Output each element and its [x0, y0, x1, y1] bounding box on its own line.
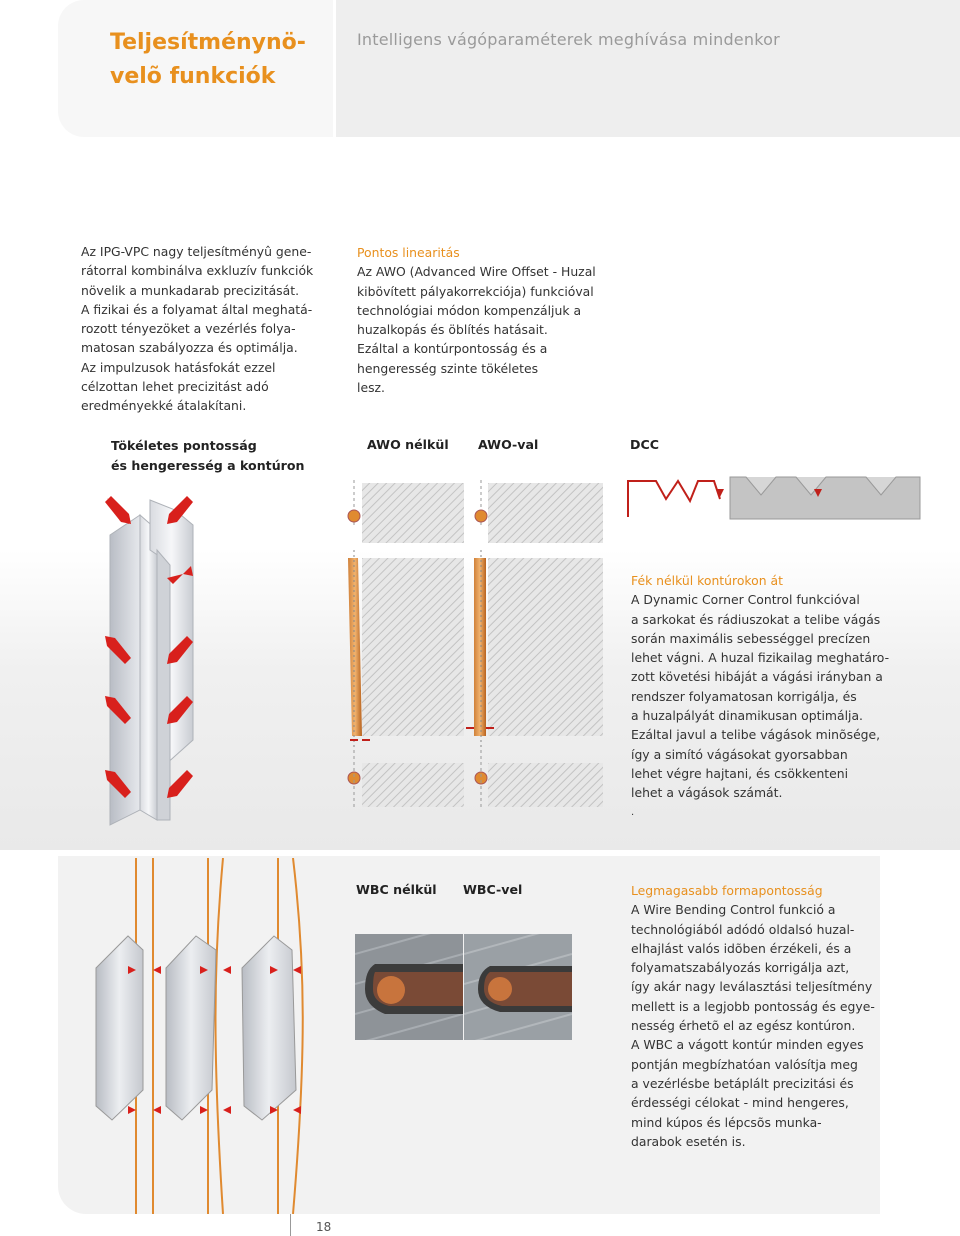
intro-line: rozott tényezöket a vezérlés folya- — [81, 321, 296, 337]
awo-with-label: AWO-val — [478, 437, 539, 452]
workpiece-block — [166, 936, 216, 1120]
wbc-line: nesség érhetõ el az egész kontúron. — [631, 1018, 856, 1034]
wire-cross-section — [475, 510, 487, 522]
awo-line: technológiai módon kompenzáljuk a — [357, 302, 582, 318]
intro-line: növelik a munkadarab precizitását. — [81, 282, 300, 298]
workpiece-block — [362, 763, 464, 807]
workpiece-block — [488, 763, 603, 807]
awo-diagram — [340, 478, 610, 808]
wbc-line: mellett is a legjobb pontosság és egye- — [631, 998, 875, 1014]
wbc-line: folyamatszabályozás korrigálja azt, — [631, 960, 850, 976]
wbc-line: technológiából adódó oldalsó huzal- — [631, 921, 855, 937]
wire-cross-section — [348, 510, 360, 522]
workpiece-block — [488, 483, 603, 543]
dcc-line: A Dynamic Corner Control funkcióval — [631, 592, 860, 608]
dcc-section — [631, 571, 891, 822]
wbc-section — [631, 881, 893, 1151]
dcc-line: lehet végre hajtani, és csökkenteni — [631, 765, 849, 781]
intro-paragraph — [81, 242, 341, 416]
awo-line: kibövített pályakorrekciója) funkcióval — [357, 283, 594, 299]
caption-line: és hengeresség a kontúron — [111, 458, 305, 473]
dcc-line: a sarkokat és rádiuszokat a telibe vágás — [631, 611, 881, 627]
dcc-line: lehet vágni. A huzal fizikailag meghatáro- — [631, 650, 890, 666]
wbc-without-photo — [355, 934, 463, 1040]
intro-line: Az impulzusok hatásfokát ezzel — [81, 359, 276, 375]
caption-line: Tökéletes pontosság — [111, 438, 257, 453]
awo-line: lesz. — [357, 380, 385, 396]
dcc-line: zott követési hibáját a vágási irányban a — [631, 669, 883, 685]
workpiece-block — [242, 936, 296, 1120]
wire-profile — [348, 558, 362, 736]
header-subtitle-bar — [336, 0, 960, 137]
workpiece-illustration — [95, 490, 225, 840]
intro-line: célzottan lehet precizitást adó — [81, 379, 269, 395]
wbc-heading: Legmagasabb formapontosság — [631, 883, 823, 898]
wbc-line: darabok esetén is. — [631, 1133, 746, 1149]
awo-line: Ezáltal a kontúrpontosság és a — [357, 341, 548, 357]
wbc-illustration — [88, 858, 336, 1214]
wbc-line: A Wire Bending Control funkció a — [631, 902, 836, 918]
page-number: 18 — [316, 1220, 332, 1234]
left-figure-caption — [111, 436, 305, 476]
wbc-without-label: WBC nélkül — [356, 882, 437, 897]
awo-line: huzalkopás és öblítés hatásait. — [357, 322, 548, 338]
wire-profile — [474, 558, 486, 736]
workpiece-block — [362, 558, 464, 736]
intro-line: eredményekké átalakítani. — [81, 398, 247, 414]
dcc-heading: Fék nélkül kontúrokon át — [631, 573, 783, 588]
wbc-line: A WBC a vágott kontúr minden egyes — [631, 1037, 864, 1053]
arrow-icon — [167, 770, 193, 798]
page-subtitle: Intelligens vágóparaméterek meghívása mindenkor — [357, 30, 780, 49]
dcc-line: így a simító vágásokat gyorsabban — [631, 746, 848, 762]
wbc-line: elhajlást valós idõben érzékeli, és a — [631, 940, 852, 956]
wbc-with-photo — [464, 934, 572, 1040]
page-title: Teljesítménynö- velõ funkciók — [110, 30, 306, 89]
wbc-line: érdességi célokat - mind hengeres, — [631, 1095, 849, 1111]
wbc-line: a vezérlésbe betáplált precizitási és — [631, 1075, 854, 1091]
arrow-icon — [105, 496, 131, 524]
dcc-line: során maximális sebességgel precízen — [631, 630, 871, 646]
awo-without-label: AWO nélkül — [367, 437, 449, 452]
workpiece-block — [362, 483, 464, 543]
awo-heading: Pontos linearitás — [357, 245, 460, 260]
dcc-line: . — [631, 806, 635, 818]
dcc-label: DCC — [630, 437, 659, 452]
intro-line: A fizikai és a folyamat által meghatá- — [81, 301, 313, 317]
dcc-line: Ezáltal javul a telibe vágások minõsége, — [631, 727, 881, 743]
awo-line: hengeresség szinte tökéletes — [357, 360, 539, 376]
wbc-line: így akár nagy leválasztási teljesítmény — [631, 979, 873, 995]
dcc-line: a huzalpályát dinamikusan optimálja. — [631, 708, 863, 724]
wbc-line: mind kúpos és lépcsõs munka- — [631, 1114, 822, 1130]
intro-line: Az IPG-VPC nagy teljesítményû gene- — [81, 244, 312, 259]
intro-line: rátorral kombinálva exkluzív funkciók — [81, 263, 314, 279]
wbc-with-label: WBC-vel — [463, 882, 523, 897]
workpiece-block — [488, 558, 603, 736]
dcc-line: rendszer folyamatosan korrigálja, és — [631, 688, 857, 704]
workpiece-block — [96, 936, 143, 1120]
page-divider — [290, 1214, 291, 1236]
wbc-line: pontján megbízhatóan valósítja meg — [631, 1056, 858, 1072]
intro-line: matosan szabályozza és optimálja. — [81, 340, 298, 356]
awo-line: Az AWO (Advanced Wire Offset - Huzal — [357, 264, 596, 280]
dcc-line: lehet a vágások számát. — [631, 785, 783, 801]
dcc-diagram — [626, 475, 922, 523]
awo-section — [357, 243, 627, 397]
